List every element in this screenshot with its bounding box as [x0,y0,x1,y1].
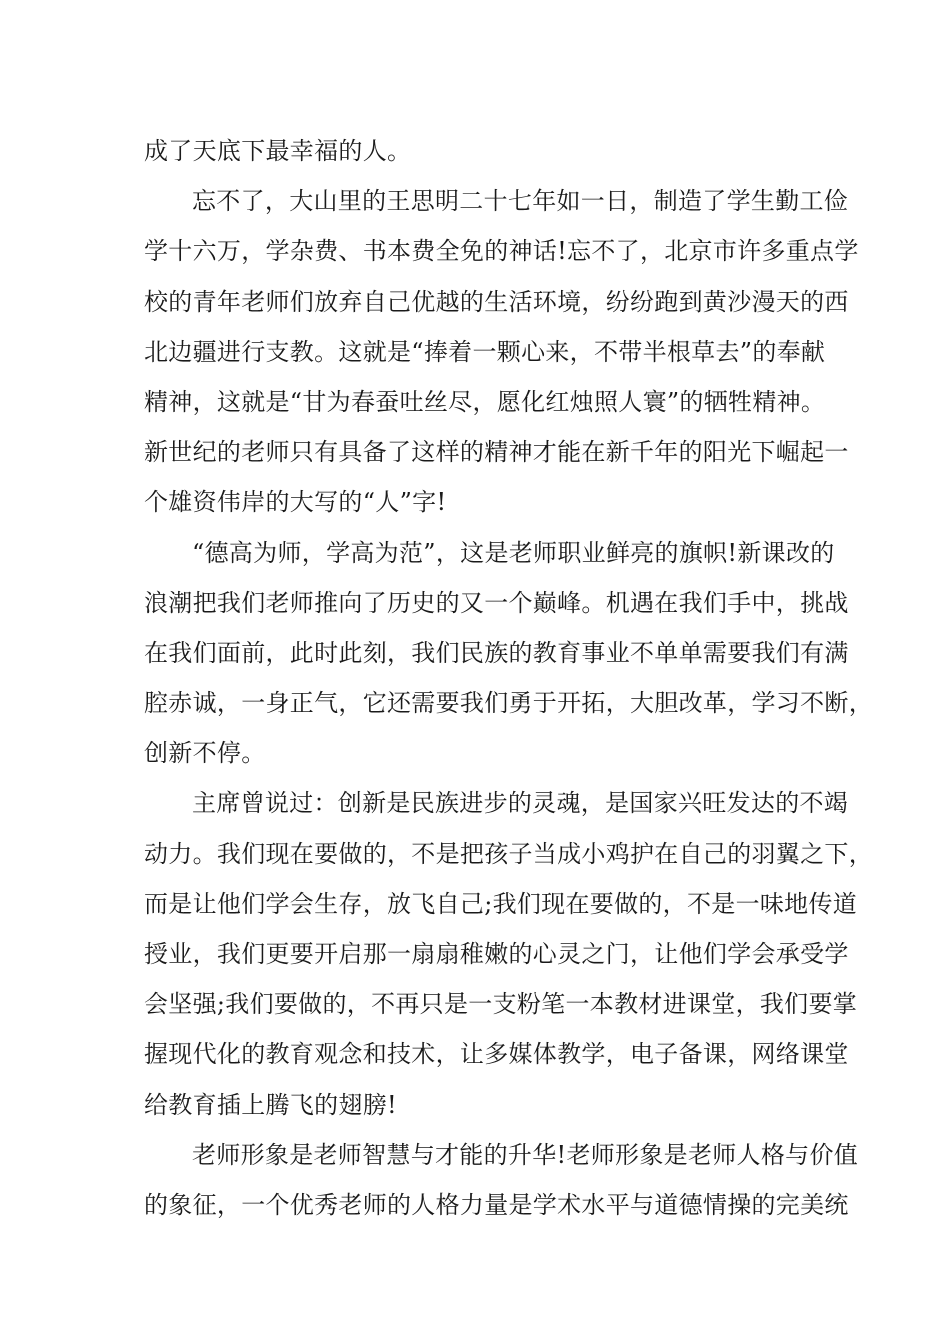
text-line-4: 校的青年老师们放弃自己优越的生活环境，纷纷跑到黄沙漫天的西 [144,287,849,316]
document-body [144,126,873,1230]
text-line-16: 而是让他们学会生存，放飞自己;我们现在要做的，不是一味地传道 [144,889,858,918]
text-line-3: 学十六万，学杂费、书本费全免的神话!忘不了，北京市许多重点学 [144,237,859,266]
text-line-10: 浪潮把我们老师推向了历史的又一个巅峰。机遇在我们手中，挑战 [144,588,849,617]
text-line-19: 握现代化的教育观念和技术，让多媒体教学，电子备课，网络课堂 [144,1040,849,1069]
text-line-18: 会坚强;我们要做的，不再只是一支粉笔一本教材进课堂，我们要掌 [144,990,858,1019]
text-line-1: 成了天底下最幸福的人。 [144,137,412,165]
text-line-20: 给教育插上腾飞的翅膀! [144,1090,397,1119]
text-line-8: 个雄资伟岸的大写的“人”字! [144,488,447,517]
text-line-17: 授业，我们更要开启那一扇扇稚嫩的心灵之门，让他们学会承受学 [144,940,849,968]
text-line-21: 老师形象是老师智慧与才能的升华!老师形象是老师人格与价值 [192,1140,859,1169]
text-line-2: 忘不了，大山里的王思明二十七年如一日，制造了学生勤工俭 [192,187,849,216]
text-line-15: 动力。我们现在要做的，不是把孩子当成小鸡护在自己的羽翼之下， [144,839,873,868]
text-line-22: 的象征，一个优秀老师的人格力量是学术水平与道德情操的完美统 [144,1190,849,1219]
text-line-9: “德高为师，学高为范”，这是老师职业鲜亮的旗帜!新课改的 [192,538,835,567]
text-line-11: 在我们面前，此时此刻，我们民族的教育事业不单单需要我们有满 [144,638,849,667]
text-line-13: 创新不停。 [144,739,266,768]
text-line-5: 北边疆进行支教。这就是“捧着一颗心来，不带半根草去”的奉献 [144,337,826,366]
text-line-6: 精神，这就是“甘为春蚕吐丝尽，愿化红烛照人寰”的牺牲精神。 [144,387,826,416]
text-line-7: 新世纪的老师只有具备了这样的精神才能在新千年的阳光下崛起一 [144,438,849,467]
text-line-14: 主席曾说过：创新是民族进步的灵魂，是国家兴旺发达的不竭 [192,789,849,818]
text-line-12: 腔赤诚，一身正气，它还需要我们勇于开拓，大胆改革，学习不断， [144,689,873,718]
